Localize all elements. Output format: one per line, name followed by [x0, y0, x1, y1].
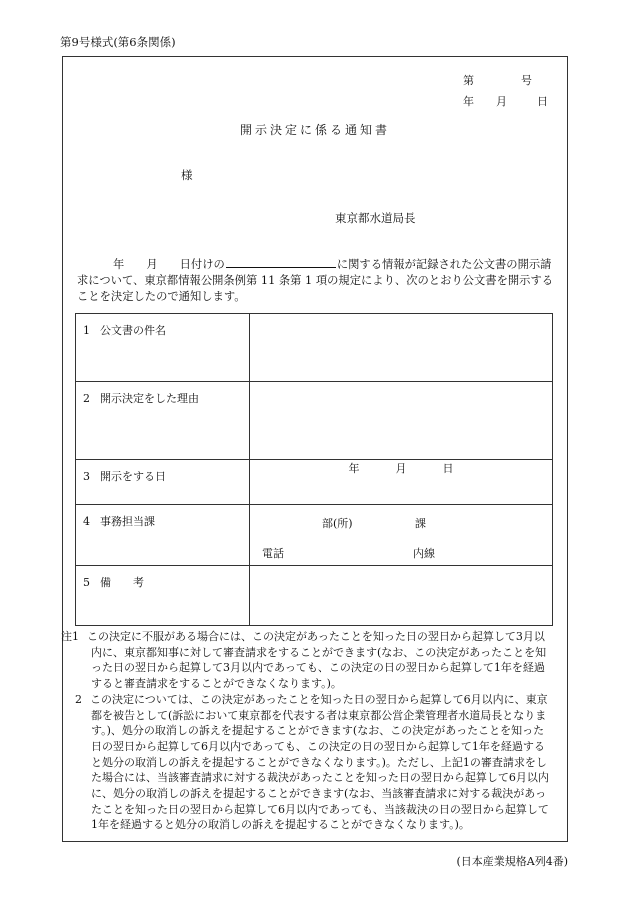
row-value-cell [250, 314, 553, 382]
row-label: 1 公文書の件名 [76, 314, 250, 382]
body-paragraph [77, 255, 555, 305]
table-row [76, 314, 553, 382]
table-row [76, 566, 553, 626]
body-date-suffix: 日付けの [179, 258, 225, 271]
tel-label: 電話 [262, 547, 284, 560]
disclosure-date-cell: 年 月 日 [250, 460, 553, 505]
doc-no-dai: 第 [463, 73, 474, 87]
doc-date-nen: 年 [463, 94, 474, 108]
doc-no-go: 号 [521, 73, 532, 87]
row-label: 3 開示をする日 [76, 460, 250, 505]
body-year: 年 [113, 258, 125, 271]
blank-underline [226, 255, 336, 268]
paper-standard: (日本産業規格A列4番) [456, 855, 568, 868]
body-text [77, 255, 555, 305]
body-main: に関する情報が記録された公文書の開示請求について、東京都情報公開条例第 11 条第 1 項の規定により、次のとおり公文書を開示することを決定したので通知します。 [77, 258, 554, 303]
table-row [76, 382, 553, 460]
dept-bu: 部(所) [322, 517, 353, 530]
row-value-cell [250, 382, 553, 460]
form-number: 第9号様式(第6条関係) [60, 35, 176, 49]
addressee: 様 [181, 168, 193, 182]
department-cell [250, 505, 553, 566]
dept-ka: 課 [415, 517, 426, 530]
row-label: 2 開示決定をした理由 [76, 382, 250, 460]
note-2: 2 この決定については、この決定があったことを知った日の翌日から起算して6月以内に、東京都を被告として(訴訟において東京都を代表する者は東京都公営企業管理者水道局長となります。)、処分の取消しの訴えを提起することができます(なお、この決定があったことを知った日の翌日から起算して6月以内であっても、この決定の日の翌日から起算して1年を経過すると処分の取消しの訴えを提起することができなくなります。)。ただし、上記1の審査請求をした場合には、当該審査請求に対する裁決があったことを知った日の翌日から起算して6月以内に、処分の取消しの訴えを提起することができます(なお、当該審査請求に対する裁決があったことを知った日の翌日から起算して6月以内であっても、当該裁決の日の翌日から起算して1年を経過すると処分の取消しの訴えを提起することができなくなります。)。 [75, 692, 549, 832]
row-value-cell [250, 566, 553, 626]
document-title: 開示決定に係る通知書 [239, 123, 390, 137]
notice-frame [62, 56, 568, 842]
document-number-block [463, 69, 548, 111]
ext-label: 内線 [413, 547, 435, 560]
row-label: 4 事務担当課 [76, 505, 250, 566]
details-table [75, 313, 553, 626]
table-row [76, 505, 553, 566]
sender: 東京都水道局長 [335, 211, 416, 225]
note-1: 注1 この決定に不服がある場合には、この決定があったことを知った日の翌日から起算して3月以内に、東京都知事に対して審査請求をすることができます(なお、この決定があったことを知った日の翌日から起算して3月以内であっても、この決定の日の翌日から起算して1年を経過すると審査請求をすることができなくなります。)。 [61, 630, 547, 691]
doc-date-hi: 日 [537, 94, 548, 108]
doc-date-tsuki: 月 [496, 94, 507, 108]
notes [61, 629, 555, 833]
table-row [76, 460, 553, 505]
body-month: 月 [146, 258, 158, 271]
row-label: 5 備 考 [76, 566, 250, 626]
